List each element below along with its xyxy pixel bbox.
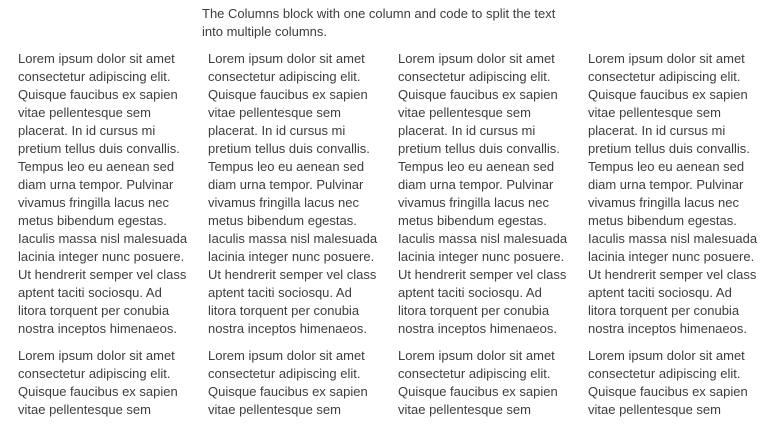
paragraph-line: diam urna tempor. Pulvinar bbox=[208, 177, 364, 192]
caption-line: into multiple columns. bbox=[202, 24, 327, 39]
paragraph-line: metus bibendum egestas. bbox=[208, 213, 357, 228]
paragraph-line: aptent taciti sociosqu. Ad bbox=[588, 285, 732, 300]
paragraph-line: placerat. In id cursus mi bbox=[588, 123, 726, 138]
lorem-paragraph bbox=[18, 50, 188, 338]
paragraph-line: vivamus fringilla lacus nec bbox=[18, 195, 170, 210]
paragraph-line: consectetur adipiscing elit. bbox=[398, 69, 551, 84]
paragraph-line: lacinia integer nunc posuere. bbox=[588, 249, 755, 264]
paragraph-line: nostra inceptos himenaeos. bbox=[208, 321, 367, 336]
lorem-paragraph bbox=[398, 50, 568, 338]
paragraph-line: consectetur adipiscing elit. bbox=[588, 366, 741, 381]
paragraph-line: metus bibendum egestas. bbox=[18, 213, 167, 228]
paragraph-line: Tempus leo eu aenean sed bbox=[208, 159, 365, 174]
paragraph-line: lacinia integer nunc posuere. bbox=[208, 249, 375, 264]
paragraph-line: litora torquent per conubia bbox=[398, 303, 550, 318]
paragraph-line: Ut hendrerit semper vel class bbox=[208, 267, 377, 282]
paragraph-line: nostra inceptos himenaeos. bbox=[18, 321, 177, 336]
lorem-paragraph bbox=[208, 347, 370, 419]
paragraph-line: lacinia integer nunc posuere. bbox=[398, 249, 565, 264]
paragraph-line: vitae pellentesque sem bbox=[398, 402, 531, 417]
paragraph-line: consectetur adipiscing elit. bbox=[208, 366, 361, 381]
paragraph-line: Lorem ipsum dolor sit amet bbox=[208, 348, 365, 363]
paragraph-line: Lorem ipsum dolor sit amet bbox=[208, 51, 365, 66]
text-column bbox=[18, 50, 188, 428]
paragraph-line: nostra inceptos himenaeos. bbox=[398, 321, 557, 336]
paragraph-line: lacinia integer nunc posuere. bbox=[18, 249, 185, 264]
paragraph-line: diam urna tempor. Pulvinar bbox=[588, 177, 744, 192]
paragraph-line: consectetur adipiscing elit. bbox=[588, 69, 741, 84]
lorem-paragraph bbox=[398, 347, 560, 419]
paragraph-line: nostra inceptos himenaeos. bbox=[588, 321, 747, 336]
paragraph-line: Tempus leo eu aenean sed bbox=[588, 159, 745, 174]
paragraph-line: pretium tellus duis convallis. bbox=[398, 141, 560, 156]
text-column bbox=[398, 50, 568, 428]
lorem-paragraph bbox=[588, 347, 750, 419]
paragraph-line: consectetur adipiscing elit. bbox=[208, 69, 361, 84]
paragraph-line: Ut hendrerit semper vel class bbox=[398, 267, 567, 282]
paragraph-line: Quisque faucibus ex sapien bbox=[398, 87, 558, 102]
paragraph-line: metus bibendum egestas. bbox=[588, 213, 737, 228]
paragraph-line: consectetur adipiscing elit. bbox=[18, 366, 171, 381]
paragraph-line: Quisque faucibus ex sapien bbox=[588, 384, 748, 399]
paragraph-line: vitae pellentesque sem bbox=[18, 402, 151, 417]
paragraph-line: Quisque faucibus ex sapien bbox=[208, 384, 368, 399]
paragraph-line: Iaculis massa nisl malesuada bbox=[398, 231, 568, 246]
paragraph-line: Lorem ipsum dolor sit amet bbox=[398, 51, 555, 66]
paragraph-line: vitae pellentesque sem bbox=[588, 402, 721, 417]
paragraph-line: vitae pellentesque sem bbox=[588, 105, 721, 120]
paragraph-line: vivamus fringilla lacus nec bbox=[208, 195, 360, 210]
paragraph-line: Quisque faucibus ex sapien bbox=[208, 87, 368, 102]
lorem-paragraph bbox=[208, 50, 378, 338]
paragraph-line: vivamus fringilla lacus nec bbox=[588, 195, 740, 210]
paragraph-line: metus bibendum egestas. bbox=[398, 213, 547, 228]
paragraph-line: aptent taciti sociosqu. Ad bbox=[18, 285, 162, 300]
paragraph-line: vitae pellentesque sem bbox=[208, 402, 341, 417]
paragraph-line: Ut hendrerit semper vel class bbox=[588, 267, 757, 282]
paragraph-line: Quisque faucibus ex sapien bbox=[398, 384, 558, 399]
paragraph-line: vivamus fringilla lacus nec bbox=[398, 195, 550, 210]
paragraph-line: Quisque faucibus ex sapien bbox=[588, 87, 748, 102]
text-column bbox=[588, 50, 758, 428]
paragraph-line: litora torquent per conubia bbox=[208, 303, 360, 318]
paragraph-line: vitae pellentesque sem bbox=[208, 105, 341, 120]
paragraph-line: pretium tellus duis convallis. bbox=[208, 141, 370, 156]
paragraph-line: Iaculis massa nisl malesuada bbox=[18, 231, 188, 246]
paragraph-line: Quisque faucibus ex sapien bbox=[18, 87, 178, 102]
columns-container bbox=[18, 50, 758, 428]
paragraph-line: Ut hendrerit semper vel class bbox=[18, 267, 187, 282]
paragraph-line: consectetur adipiscing elit. bbox=[398, 366, 551, 381]
paragraph-line: Lorem ipsum dolor sit amet bbox=[18, 348, 175, 363]
paragraph-line: diam urna tempor. Pulvinar bbox=[398, 177, 554, 192]
paragraph-line: Lorem ipsum dolor sit amet bbox=[398, 348, 555, 363]
paragraph-line: Lorem ipsum dolor sit amet bbox=[588, 51, 745, 66]
paragraph-line: vitae pellentesque sem bbox=[18, 105, 151, 120]
caption bbox=[202, 5, 555, 41]
paragraph-line: litora torquent per conubia bbox=[588, 303, 740, 318]
text-column bbox=[208, 50, 378, 428]
caption-line: The Columns block with one column and code to split the text bbox=[202, 6, 556, 21]
paragraph-line: vitae pellentesque sem bbox=[398, 105, 531, 120]
paragraph-line: placerat. In id cursus mi bbox=[398, 123, 536, 138]
paragraph-line: Tempus leo eu aenean sed bbox=[18, 159, 175, 174]
lorem-paragraph bbox=[588, 50, 758, 338]
paragraph-line: Iaculis massa nisl malesuada bbox=[208, 231, 378, 246]
paragraph-line: diam urna tempor. Pulvinar bbox=[18, 177, 174, 192]
paragraph-line: pretium tellus duis convallis. bbox=[18, 141, 180, 156]
paragraph-line: placerat. In id cursus mi bbox=[208, 123, 346, 138]
paragraph-line: Iaculis massa nisl malesuada bbox=[588, 231, 758, 246]
paragraph-line: aptent taciti sociosqu. Ad bbox=[208, 285, 352, 300]
paragraph-line: Quisque faucibus ex sapien bbox=[18, 384, 178, 399]
paragraph-line: aptent taciti sociosqu. Ad bbox=[398, 285, 542, 300]
paragraph-line: litora torquent per conubia bbox=[18, 303, 170, 318]
paragraph-line: Tempus leo eu aenean sed bbox=[398, 159, 555, 174]
paragraph-line: consectetur adipiscing elit. bbox=[18, 69, 171, 84]
paragraph-line: placerat. In id cursus mi bbox=[18, 123, 156, 138]
paragraph-line: Lorem ipsum dolor sit amet bbox=[18, 51, 175, 66]
lorem-paragraph bbox=[18, 347, 180, 419]
paragraph-line: pretium tellus duis convallis. bbox=[588, 141, 750, 156]
paragraph-line: Lorem ipsum dolor sit amet bbox=[588, 348, 745, 363]
